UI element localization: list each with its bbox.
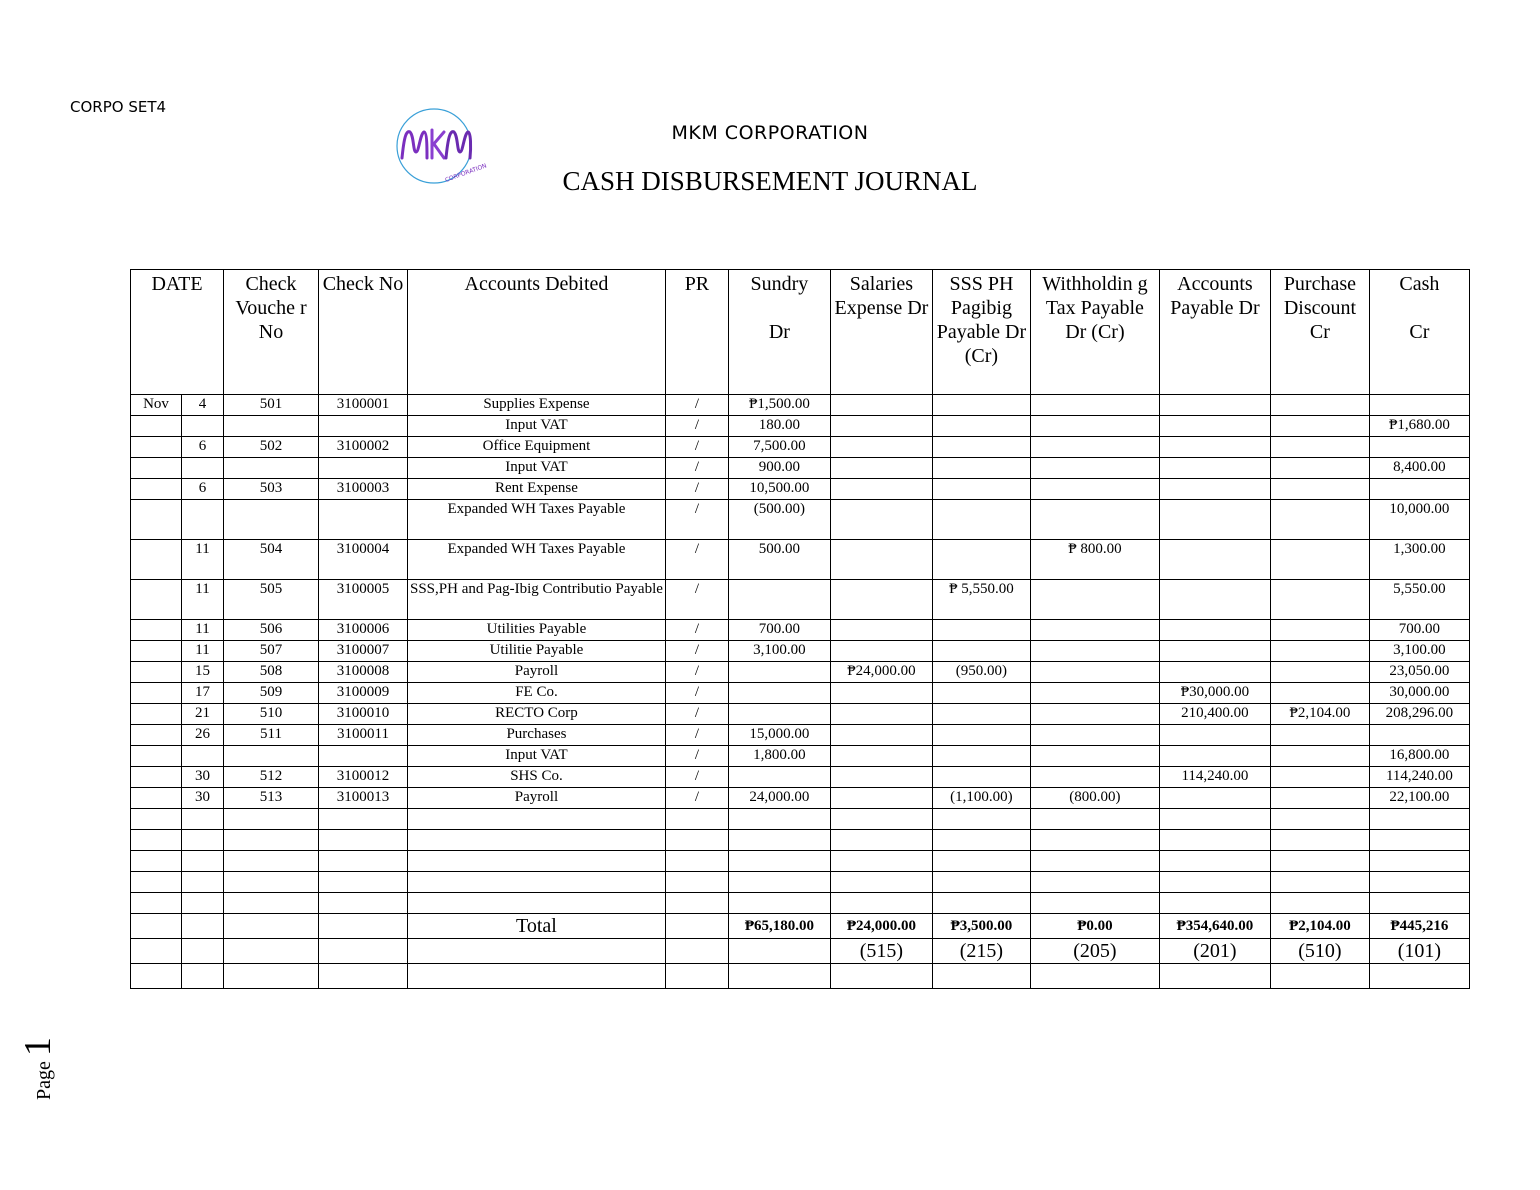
cell-sss — [932, 395, 1030, 416]
ref-ap: (201) — [1159, 939, 1270, 964]
journal-row — [131, 641, 1470, 662]
cell-account: Expanded WH Taxes Payable — [408, 540, 666, 580]
journal-row — [131, 479, 1470, 500]
cell-pdisc — [1270, 479, 1369, 500]
cell-sundry: 15,000.00 — [728, 725, 830, 746]
cell-sss: (950.00) — [932, 662, 1030, 683]
cell-day — [182, 458, 224, 479]
cell-salaries — [830, 479, 932, 500]
cell-cash: 30,000.00 — [1369, 683, 1469, 704]
cell-ap — [1159, 437, 1270, 458]
cell-day: 11 — [182, 641, 224, 662]
journal-row — [131, 746, 1470, 767]
cell-check: 3100013 — [319, 788, 408, 809]
journal-row — [131, 500, 1470, 540]
cell-ap — [1159, 500, 1270, 540]
cell-account: Input VAT — [408, 458, 666, 479]
cell-account: Payroll — [408, 662, 666, 683]
cell-cash: ₱1,680.00 — [1369, 416, 1469, 437]
cell-month — [131, 580, 182, 620]
cell-month — [131, 437, 182, 458]
journal-row — [131, 683, 1470, 704]
cell-sundry: 3,100.00 — [728, 641, 830, 662]
cell-month — [131, 704, 182, 725]
total-salaries: ₱24,000.00 — [830, 914, 932, 939]
cell-voucher: 510 — [224, 704, 319, 725]
cell-pr: / — [665, 416, 728, 437]
journal-row — [131, 704, 1470, 725]
cell-day — [182, 416, 224, 437]
cell-check: 3100008 — [319, 662, 408, 683]
cell-sss — [932, 746, 1030, 767]
cell-pdisc — [1270, 540, 1369, 580]
page-number-value: 1 — [17, 1037, 59, 1057]
cell-month: Nov — [131, 395, 182, 416]
journal-title: CASH DISBURSEMENT JOURNAL — [562, 166, 978, 196]
cell-account: Input VAT — [408, 416, 666, 437]
journal-table — [130, 269, 1470, 989]
cell-cash: 16,800.00 — [1369, 746, 1469, 767]
cell-sundry: ₱1,500.00 — [728, 395, 830, 416]
header-ap: Accounts Payable Dr — [1159, 270, 1270, 395]
cell-voucher: 506 — [224, 620, 319, 641]
cell-salaries — [830, 540, 932, 580]
cell-pdisc: ₱2,104.00 — [1270, 704, 1369, 725]
cell-wtax — [1030, 767, 1159, 788]
cell-wtax: (800.00) — [1030, 788, 1159, 809]
cell-pdisc — [1270, 500, 1369, 540]
cell-pr: / — [665, 725, 728, 746]
cell-salaries — [830, 746, 932, 767]
cell-ap: ₱30,000.00 — [1159, 683, 1270, 704]
cell-pdisc — [1270, 395, 1369, 416]
cell-month — [131, 540, 182, 580]
cell-wtax — [1030, 662, 1159, 683]
header-pdisc: Purchase Discount Cr — [1270, 270, 1369, 395]
cell-sundry: 900.00 — [728, 458, 830, 479]
cell-sss — [932, 458, 1030, 479]
cell-check — [319, 746, 408, 767]
cell-cash: 1,300.00 — [1369, 540, 1469, 580]
cell-account: Office Equipment — [408, 437, 666, 458]
cell-pdisc — [1270, 746, 1369, 767]
cell-cash: 3,100.00 — [1369, 641, 1469, 662]
cell-check: 3100005 — [319, 580, 408, 620]
cell-wtax — [1030, 479, 1159, 500]
cell-ap — [1159, 479, 1270, 500]
total-ap: ₱354,640.00 — [1159, 914, 1270, 939]
cell-wtax — [1030, 683, 1159, 704]
cell-ap — [1159, 746, 1270, 767]
cell-account: Utilitie Payable — [408, 641, 666, 662]
cell-month — [131, 788, 182, 809]
cell-month — [131, 458, 182, 479]
cell-wtax — [1030, 620, 1159, 641]
cell-wtax — [1030, 746, 1159, 767]
journal-row — [131, 788, 1470, 809]
cell-month — [131, 479, 182, 500]
cell-account: Rent Expense — [408, 479, 666, 500]
cell-pdisc — [1270, 416, 1369, 437]
cell-sss — [932, 540, 1030, 580]
journal-row — [131, 580, 1470, 620]
ref-sss: (215) — [932, 939, 1030, 964]
cell-month — [131, 746, 182, 767]
cell-check: 3100010 — [319, 704, 408, 725]
cell-check: 3100012 — [319, 767, 408, 788]
cell-sundry: 7,500.00 — [728, 437, 830, 458]
cell-voucher: 501 — [224, 395, 319, 416]
ref-salaries: (515) — [830, 939, 932, 964]
cell-day: 30 — [182, 767, 224, 788]
journal-row — [131, 395, 1470, 416]
cell-pdisc — [1270, 641, 1369, 662]
cell-day: 6 — [182, 437, 224, 458]
ref-pdisc: (510) — [1270, 939, 1369, 964]
cell-cash: 5,550.00 — [1369, 580, 1469, 620]
cell-sundry — [728, 704, 830, 725]
journal-row — [131, 540, 1470, 580]
cell-account: SSS,PH and Pag-Ibig Contributio Payable — [408, 580, 666, 620]
cell-voucher: 505 — [224, 580, 319, 620]
cell-voucher: 502 — [224, 437, 319, 458]
cell-pr: / — [665, 500, 728, 540]
cell-sss: (1,100.00) — [932, 788, 1030, 809]
cell-month — [131, 683, 182, 704]
cell-voucher: 511 — [224, 725, 319, 746]
cell-sundry: 500.00 — [728, 540, 830, 580]
header-sundry: Sundry Dr — [728, 270, 830, 395]
journal-row — [131, 458, 1470, 479]
cell-ap — [1159, 458, 1270, 479]
total-cash: ₱445,216 — [1369, 914, 1469, 939]
cell-voucher: 512 — [224, 767, 319, 788]
cell-sss — [932, 479, 1030, 500]
cell-pdisc — [1270, 725, 1369, 746]
cell-ap — [1159, 788, 1270, 809]
cell-salaries — [830, 620, 932, 641]
cell-pdisc — [1270, 683, 1369, 704]
cell-voucher: 503 — [224, 479, 319, 500]
cell-day: 11 — [182, 620, 224, 641]
cell-ap — [1159, 580, 1270, 620]
cell-pr: / — [665, 620, 728, 641]
cell-day: 21 — [182, 704, 224, 725]
cell-month — [131, 641, 182, 662]
cell-check: 3100004 — [319, 540, 408, 580]
cell-account: Supplies Expense — [408, 395, 666, 416]
cell-day: 11 — [182, 580, 224, 620]
cell-day: 26 — [182, 725, 224, 746]
cell-sundry — [728, 683, 830, 704]
cell-salaries — [830, 437, 932, 458]
header-pr: PR — [665, 270, 728, 395]
cell-voucher — [224, 746, 319, 767]
cell-ap — [1159, 416, 1270, 437]
cell-account: Input VAT — [408, 746, 666, 767]
document-label: CORPO SET4 — [70, 98, 167, 116]
total-wtax: ₱0.00 — [1030, 914, 1159, 939]
cell-account: Expanded WH Taxes Payable — [408, 500, 666, 540]
svg-text:CORPORATION: CORPORATION — [444, 162, 488, 184]
cell-day — [182, 746, 224, 767]
cell-salaries — [830, 704, 932, 725]
cell-sundry — [728, 580, 830, 620]
cell-cash: 208,296.00 — [1369, 704, 1469, 725]
cell-check: 3100001 — [319, 395, 408, 416]
cell-salaries — [830, 767, 932, 788]
cell-ap — [1159, 620, 1270, 641]
cell-sss: ₱ 5,550.00 — [932, 580, 1030, 620]
cell-sundry: 180.00 — [728, 416, 830, 437]
cell-pr: / — [665, 746, 728, 767]
cell-pr: / — [665, 662, 728, 683]
cell-pdisc — [1270, 788, 1369, 809]
cell-day — [182, 500, 224, 540]
cell-sss — [932, 641, 1030, 662]
cell-salaries — [830, 788, 932, 809]
cell-cash — [1369, 395, 1469, 416]
total-sss: ₱3,500.00 — [932, 914, 1030, 939]
cell-pdisc — [1270, 662, 1369, 683]
cell-check — [319, 416, 408, 437]
cell-sss — [932, 416, 1030, 437]
cell-sundry: 24,000.00 — [728, 788, 830, 809]
cell-pr: / — [665, 479, 728, 500]
cell-sss — [932, 500, 1030, 540]
header-row — [131, 270, 1470, 395]
cell-voucher: 509 — [224, 683, 319, 704]
company-logo — [394, 108, 488, 188]
cell-sundry: (500.00) — [728, 500, 830, 540]
cell-sss — [932, 767, 1030, 788]
cell-sundry: 10,500.00 — [728, 479, 830, 500]
ref-wtax: (205) — [1030, 939, 1159, 964]
cell-pr: / — [665, 437, 728, 458]
cell-cash: 23,050.00 — [1369, 662, 1469, 683]
blank-row — [131, 964, 1470, 989]
journal-row — [131, 416, 1470, 437]
cell-salaries — [830, 500, 932, 540]
cell-cash: 10,000.00 — [1369, 500, 1469, 540]
cell-wtax — [1030, 580, 1159, 620]
header-date: DATE — [131, 270, 224, 395]
cell-wtax — [1030, 500, 1159, 540]
total-label: Total — [408, 914, 666, 939]
cell-day: 6 — [182, 479, 224, 500]
cell-pdisc — [1270, 767, 1369, 788]
header-wtax: Withholdin g Tax Payable Dr (Cr) — [1030, 270, 1159, 395]
cell-salaries — [830, 641, 932, 662]
cell-sss — [932, 725, 1030, 746]
cell-pdisc — [1270, 458, 1369, 479]
cell-wtax — [1030, 416, 1159, 437]
cell-sundry: 700.00 — [728, 620, 830, 641]
reference-row — [131, 939, 1470, 964]
cell-pr: / — [665, 767, 728, 788]
cell-voucher: 504 — [224, 540, 319, 580]
journal-row — [131, 620, 1470, 641]
cell-cash: 8,400.00 — [1369, 458, 1469, 479]
cell-check: 3100006 — [319, 620, 408, 641]
cell-ap: 114,240.00 — [1159, 767, 1270, 788]
cell-day: 15 — [182, 662, 224, 683]
cell-voucher: 513 — [224, 788, 319, 809]
cell-pr: / — [665, 395, 728, 416]
blank-row — [131, 830, 1470, 851]
cell-cash: 114,240.00 — [1369, 767, 1469, 788]
cell-salaries: ₱24,000.00 — [830, 662, 932, 683]
cell-check — [319, 458, 408, 479]
cell-pdisc — [1270, 437, 1369, 458]
cell-cash: 22,100.00 — [1369, 788, 1469, 809]
total-row — [131, 914, 1470, 939]
blank-row — [131, 893, 1470, 914]
cell-pr: / — [665, 641, 728, 662]
cell-wtax — [1030, 395, 1159, 416]
cell-sss — [932, 437, 1030, 458]
cell-month — [131, 416, 182, 437]
cell-salaries — [830, 580, 932, 620]
cell-pr: / — [665, 458, 728, 479]
cell-account: SHS Co. — [408, 767, 666, 788]
cell-account: Utilities Payable — [408, 620, 666, 641]
cell-day: 30 — [182, 788, 224, 809]
cell-salaries — [830, 458, 932, 479]
cell-day: 4 — [182, 395, 224, 416]
cell-cash — [1369, 437, 1469, 458]
cell-ap: 210,400.00 — [1159, 704, 1270, 725]
header-check: Check No — [319, 270, 408, 395]
cell-sss — [932, 704, 1030, 725]
cell-ap — [1159, 725, 1270, 746]
cell-pr: / — [665, 788, 728, 809]
cell-wtax — [1030, 641, 1159, 662]
cell-salaries — [830, 683, 932, 704]
cell-voucher — [224, 416, 319, 437]
cell-cash — [1369, 479, 1469, 500]
cell-ap — [1159, 662, 1270, 683]
header-accounts: Accounts Debited — [408, 270, 666, 395]
blank-row — [131, 872, 1470, 893]
cell-pdisc — [1270, 620, 1369, 641]
cell-month — [131, 620, 182, 641]
cell-sundry: 1,800.00 — [728, 746, 830, 767]
cell-wtax — [1030, 704, 1159, 725]
header-cash: Cash Cr — [1369, 270, 1469, 395]
company-name: MKM CORPORATION — [671, 122, 869, 144]
cell-voucher — [224, 458, 319, 479]
cell-sundry — [728, 767, 830, 788]
journal-row — [131, 662, 1470, 683]
cell-ap — [1159, 540, 1270, 580]
page-label: Page — [33, 1061, 55, 1100]
cell-account: RECTO Corp — [408, 704, 666, 725]
cell-day: 11 — [182, 540, 224, 580]
header-voucher: Check Vouche r No — [224, 270, 319, 395]
total-pdisc: ₱2,104.00 — [1270, 914, 1369, 939]
cell-sundry — [728, 662, 830, 683]
cell-wtax — [1030, 725, 1159, 746]
cell-account: Purchases — [408, 725, 666, 746]
cell-check — [319, 500, 408, 540]
cell-pr: / — [665, 683, 728, 704]
cell-wtax — [1030, 458, 1159, 479]
cell-sss — [932, 683, 1030, 704]
header-salaries: Salaries Expense Dr — [830, 270, 932, 395]
total-sundry: ₱65,180.00 — [728, 914, 830, 939]
cell-cash: 700.00 — [1369, 620, 1469, 641]
blank-row — [131, 851, 1470, 872]
cell-check: 3100007 — [319, 641, 408, 662]
cell-check: 3100003 — [319, 479, 408, 500]
cell-voucher — [224, 500, 319, 540]
ref-cash: (101) — [1369, 939, 1469, 964]
cell-check: 3100011 — [319, 725, 408, 746]
cell-account: FE Co. — [408, 683, 666, 704]
cell-month — [131, 767, 182, 788]
cell-voucher: 508 — [224, 662, 319, 683]
cell-cash — [1369, 725, 1469, 746]
journal-row — [131, 767, 1470, 788]
cell-salaries — [830, 725, 932, 746]
cell-pr: / — [665, 580, 728, 620]
journal-row — [131, 725, 1470, 746]
header-sss: SSS PH Pagibig Payable Dr (Cr) — [932, 270, 1030, 395]
cell-pr: / — [665, 540, 728, 580]
cell-check: 3100009 — [319, 683, 408, 704]
cell-salaries — [830, 416, 932, 437]
cell-month — [131, 725, 182, 746]
cell-check: 3100002 — [319, 437, 408, 458]
cell-wtax — [1030, 437, 1159, 458]
cell-pr: / — [665, 704, 728, 725]
cell-month — [131, 500, 182, 540]
cell-sss — [932, 620, 1030, 641]
cell-voucher: 507 — [224, 641, 319, 662]
cell-pdisc — [1270, 580, 1369, 620]
cell-wtax: ₱ 800.00 — [1030, 540, 1159, 580]
cell-ap — [1159, 395, 1270, 416]
cell-account: Payroll — [408, 788, 666, 809]
cell-day: 17 — [182, 683, 224, 704]
journal-row — [131, 437, 1470, 458]
blank-row — [131, 809, 1470, 830]
cell-salaries — [830, 395, 932, 416]
cell-ap — [1159, 641, 1270, 662]
cell-month — [131, 662, 182, 683]
page-number — [16, 1037, 60, 1100]
